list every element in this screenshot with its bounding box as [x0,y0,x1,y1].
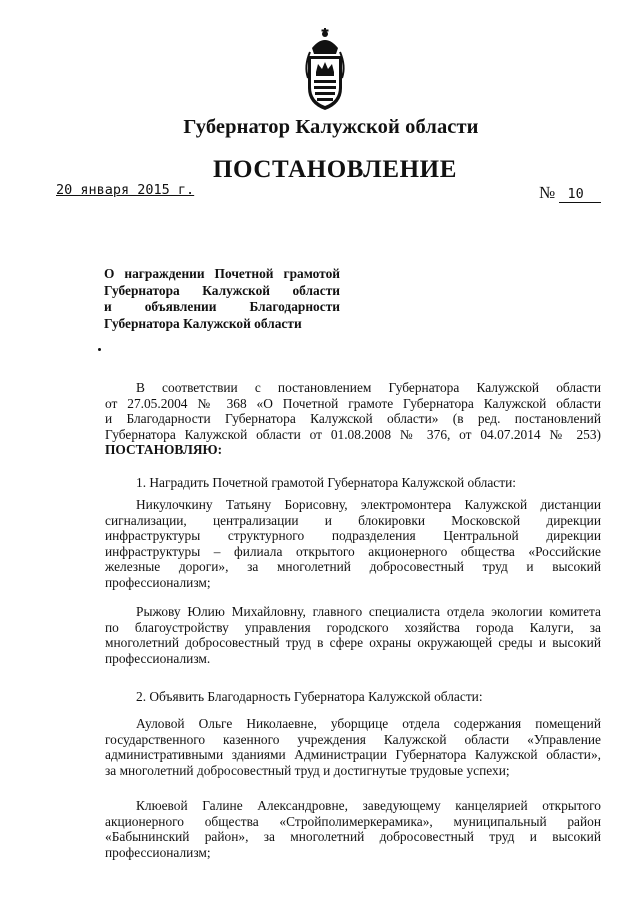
text-line: и Благодарности Губернатора Калужской области» (в ред. постановлений [105,411,601,427]
text-line: многолетний добросовестный труд в сфере охраны окружающей среды и высокий [105,635,601,651]
resolve-word: ПОСТАНОВЛЯЮ: [105,442,223,458]
subject-line: Губернатора Калужской области [104,282,340,298]
text-line: Ауловой Ольге Николаевне, уборщице отдела содержания помещений [136,716,601,731]
subject-line: О награждении Почетной грамотой [104,266,340,281]
text-line: инфраструктуры структурного подразделения Центральной дирекции [105,528,601,544]
text-line: Никулочкину Татьяну Борисовну, электромонтера Калужской дистанции [136,497,601,512]
date-value: 20 января 2015 г. [56,182,195,198]
awardee-paragraph [105,604,601,666]
subject-line: и объявлении Благодарности [104,299,340,315]
text-line: профессионализм; [105,844,211,860]
section-1-heading: 1. Наградить Почетной грамотой Губернатора Калужской области: [136,475,516,490]
kaluga-coat-of-arms-icon [296,26,354,114]
text-line: административными зданиями Администрации Губернатора Калужской области», [105,747,601,763]
text-line: от 27.05.2004 № 368 «О Почетной грамоте Губернатора Калужской области [105,395,601,411]
awardee-paragraph [105,497,601,591]
stray-mark [98,348,101,351]
issuer-title: Губернатор Калужской области [183,116,479,138]
text-line: сигнализации, централизации и блокировки Московской дирекции [105,512,601,528]
text-line: государственного казенного учреждения Калужской области «Управление [105,731,601,747]
subject-line: Губернатора Калужской области [104,315,302,331]
text-line: профессионализм; [105,574,211,590]
text-line: Рыжову Юлию Михайловну, главного специалиста отдела экологии комитета [136,604,601,619]
document-subject [104,266,340,332]
text-line: акционерного общества «Стройполимеркерамика», муниципальный район [105,813,601,829]
document-number [539,183,601,203]
text-line: Клюевой Галине Александровне, заведующему канцелярией открытого [136,798,601,813]
text-line: В соответствии с постановлением Губернатора Калужской области [136,380,601,395]
text-line: инфраструктуры – филиала открытого акционерного общества «Российские [105,543,601,559]
number-label: № [539,183,556,202]
awardee-paragraph [105,716,601,778]
number-value: 10 [559,186,601,203]
preamble-paragraph [105,380,601,458]
awardee-paragraph [105,798,601,860]
text-line: Губернатора Калужской области от 01.08.2008 № 376, от 04.07.2014 № 253) [105,426,601,442]
text-line: профессионализм. [105,650,211,666]
text-line: за многолетний добросовестный труд и достигнутые трудовые успехи; [105,762,510,778]
document-type: ПОСТАНОВЛЕНИЕ [212,156,458,183]
document-date [56,182,194,198]
text-line: железные дороги», за многолетний добросовестный труд и высокий [105,559,601,575]
text-line: по благоустройству управления городского хозяйства города Калуги, за [105,619,601,635]
section-2-heading: 2. Объявить Благодарность Губернатора Калужской области: [136,689,483,704]
text-line: «Бабынинский район», за многолетний добросовестный труд и высокий [105,829,601,845]
